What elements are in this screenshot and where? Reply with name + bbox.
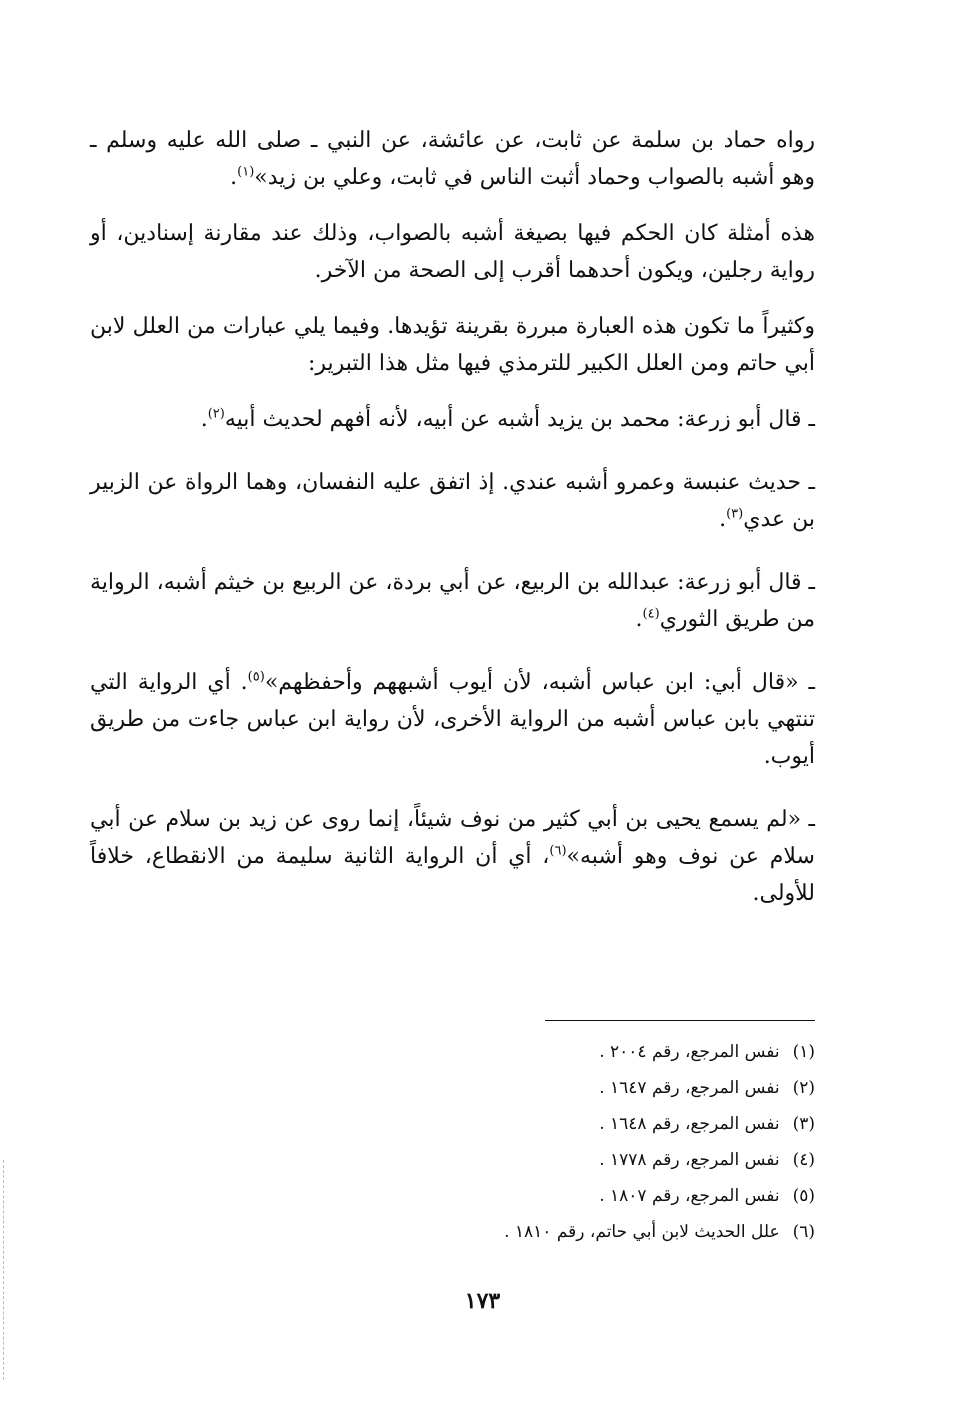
paragraph-1 — [90, 122, 815, 196]
footnote-number: (٢) — [792, 1078, 815, 1098]
paragraph-tail: ، أي أن الرواية الثانية سليمة من الانقطاع، خلافاً للأولى. — [90, 844, 815, 906]
footnote-text: نفس المرجع، رقم ١٦٤٧ . — [599, 1078, 780, 1098]
footnote-text: نفس المرجع، رقم ١٦٤٨ . — [599, 1114, 780, 1134]
paragraph-text: رواه حماد بن سلمة عن ثابت، عن عائشة، عن النبي ـ صلى الله عليه وسلم ـ وهو أشبه بالصواب وحماد أثبت الناس في ثابت، وعلي بن زيد» — [90, 128, 815, 190]
footnote-number: (٤) — [792, 1150, 815, 1170]
page-number: ١٧٣ — [464, 1288, 501, 1314]
footnote-ref: (٢) — [207, 406, 225, 422]
paragraph-3 — [90, 308, 815, 382]
paragraph-tail: . أي الرواية التي تنتهي بابن عباس أشبه من الرواية الأخرى، لأن رواية ابن عباس جاءت من طريق أيوب. — [90, 670, 815, 769]
paragraph-5 — [90, 464, 815, 538]
paragraph-2 — [90, 215, 815, 289]
footnote-text: نفس المرجع، رقم ١٧٧٨ . — [599, 1150, 780, 1170]
footnote-ref: (١) — [237, 164, 255, 180]
paragraph-tail: . — [719, 507, 727, 532]
paragraph-text: ـ «لم يسمع يحيى بن أبي كثير من نوف شيئاً، إنما روى عن زيد بن سلام عن أبي سلام عن نوف وهو أشبه» — [90, 807, 815, 869]
paragraph-text: ـ حديث عنبسة وعمرو أشبه عندي. إذ اتفق عليه النفسان، وهما الرواة عن الزبير بن عدي — [90, 470, 815, 532]
footnote-number: (٣) — [792, 1114, 815, 1134]
paragraph-tail: . — [635, 607, 643, 632]
footnotes — [420, 1034, 815, 1250]
paragraph-tail: . — [230, 165, 238, 190]
paragraph-7 — [90, 664, 815, 775]
footnote-text: علل الحديث لابن أبي حاتم، رقم ١٨١٠ . — [504, 1222, 780, 1242]
paragraph-8 — [90, 801, 815, 912]
footnote-number: (٦) — [792, 1222, 815, 1242]
paragraph-text: وكثيراً ما تكون هذه العبارة مبررة بقرينة تؤيدها. وفيما يلي عبارات من العلل لابن أبي حاتم ومن العلل الكبير للترمذي فيها مثل هذا التبرير: — [90, 314, 815, 376]
footnote-item — [420, 1106, 815, 1142]
footnote-ref: (٣) — [726, 506, 744, 522]
footnote-number: (١) — [792, 1042, 815, 1062]
footnote-ref: (٦) — [549, 843, 567, 859]
footnote-text: نفس المرجع، رقم ١٨٠٧ . — [599, 1186, 780, 1206]
paragraph-4 — [90, 401, 815, 438]
footnote-item — [420, 1034, 815, 1070]
paragraph-6 — [90, 564, 815, 638]
footnote-ref: (٤) — [642, 606, 660, 622]
paragraph-text: ـ قال أبو زرعة: عبدالله بن الربيع، عن أبي بردة، عن الربيع بن خيثم أشبه، الرواية من طريق الثوري — [90, 570, 815, 632]
footnote-divider — [545, 1020, 815, 1021]
paragraph-text: هذه أمثلة كان الحكم فيها بصيغة أشبه بالصواب، وذلك عند مقارنة إسنادين، أو رواية رجلين، ويكون أحدهما أقرب إلى الصحة من الآخر. — [90, 221, 815, 283]
footnote-item — [420, 1142, 815, 1178]
main-text — [90, 122, 815, 931]
footnote-text: نفس المرجع، رقم ٢٠٠٤ . — [599, 1042, 780, 1062]
footnote-item — [420, 1214, 815, 1250]
paragraph-text: ـ «قال أبي: ابن عباس أشبه، لأن أيوب أشبههم وأحفظهم» — [264, 670, 815, 695]
footnote-number: (٥) — [792, 1186, 815, 1206]
paragraph-tail: . — [200, 407, 208, 432]
footnote-item — [420, 1070, 815, 1106]
scan-margin-marks — [3, 1160, 6, 1380]
paragraph-text: ـ قال أبو زرعة: محمد بن يزيد أشبه عن أبيه، لأنه أفهم لحديث أبيه — [224, 407, 815, 432]
footnote-ref: (٥) — [247, 669, 265, 685]
footnote-item — [420, 1178, 815, 1214]
